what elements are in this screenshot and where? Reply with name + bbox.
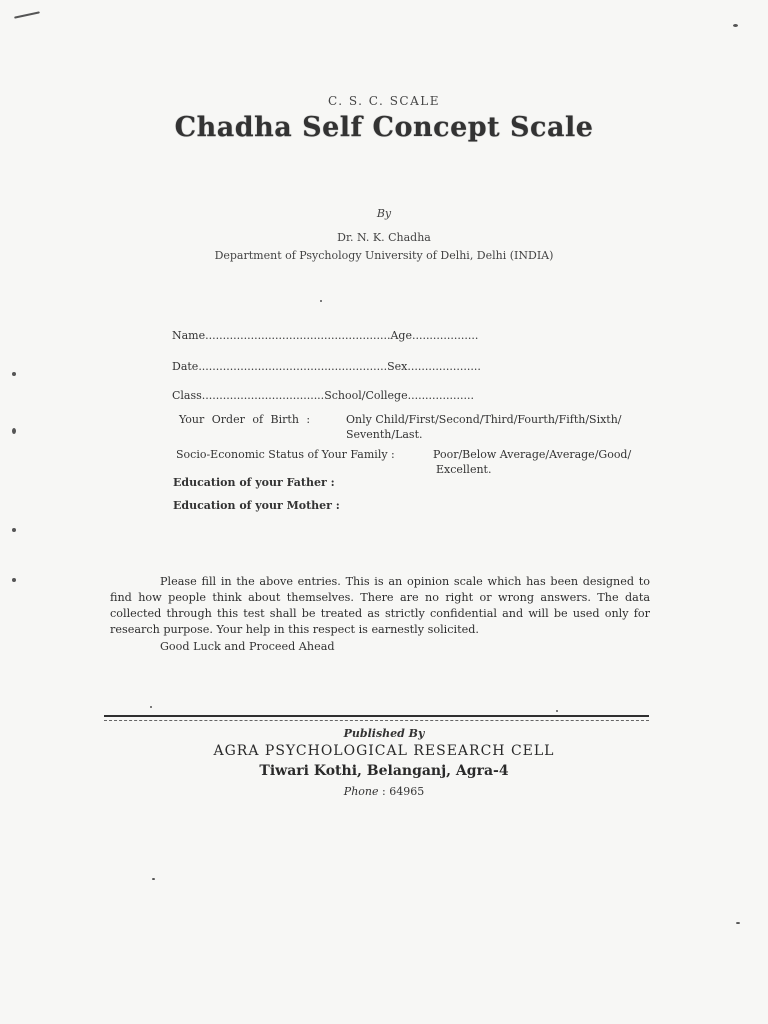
school-field[interactable]: ................... — [407, 389, 475, 402]
scale-code: C. S. C. SCALE — [328, 94, 440, 108]
scan-speck — [152, 878, 155, 880]
age-field[interactable]: ................... — [411, 329, 479, 342]
name-row — [172, 329, 478, 342]
scan-mark — [14, 11, 40, 18]
scan-speck — [320, 300, 322, 302]
ses-options[interactable]: Poor/Below Average/Average/Good/ — [433, 448, 632, 461]
scan-speck — [12, 428, 16, 434]
scan-speck — [12, 528, 16, 532]
phone-label: Phone — [343, 785, 379, 798]
scan-speck — [12, 578, 16, 582]
scan-speck — [733, 24, 738, 27]
class-label: Class — [172, 389, 202, 402]
scan-speck — [12, 372, 16, 376]
sex-field[interactable]: ..................... — [407, 360, 481, 373]
school-label: School/College — [324, 389, 408, 402]
instructions-paragraph: Please fill in the above entries. This is an opinion scale which has been designed to find how people think about themselves. There are no right or wrong answers. The data collected through this test shall be treated as strictly confidential and will be used only for research purpose. Your help in this respect is earnestly solicited. — [110, 575, 650, 636]
name-field[interactable]: ..................................................... — [205, 329, 391, 342]
ses-options-cont[interactable]: Excellent. — [436, 463, 492, 476]
good-luck-text: Good Luck and Proceed Ahead — [160, 640, 335, 653]
scan-speck — [150, 706, 152, 708]
date-label: Date — [172, 360, 199, 373]
ses-label: Socio-Economic Status of Your Family : — [176, 448, 395, 461]
publisher-name: AGRA PSYCHOLOGICAL RESEARCH CELL — [213, 743, 555, 759]
father-education-label: Education of your Father : — [173, 476, 335, 489]
author-name: Dr. N. K. Chadha — [337, 231, 431, 244]
birth-order-options-cont[interactable]: Seventh/Last. — [346, 428, 423, 441]
publisher-phone — [0, 785, 768, 798]
scan-speck — [556, 710, 558, 712]
sex-label: Sex — [387, 360, 408, 373]
publisher-address: Tiwari Kothi, Belanganj, Agra-4 — [259, 763, 509, 779]
published-by-label: Published By — [343, 727, 425, 740]
age-label: Age — [390, 329, 412, 342]
date-field[interactable]: ...................................................... — [198, 360, 388, 373]
scan-speck — [736, 922, 740, 924]
birth-order-options[interactable]: Only Child/First/Second/Third/Fourth/Fifth/Sixth/ — [346, 413, 622, 426]
page-title: Chadha Self Concept Scale — [174, 112, 594, 143]
class-field[interactable]: ................................... — [201, 389, 325, 402]
instructions-block — [110, 574, 650, 638]
by-label: By — [376, 207, 392, 220]
phone-number: : 64965 — [382, 785, 425, 798]
footer-divider — [104, 715, 649, 717]
name-label: Name — [172, 329, 206, 342]
footer-divider-dashed — [104, 720, 649, 721]
class-row — [172, 389, 474, 402]
date-row — [172, 360, 481, 373]
birth-order-label: Your Order of Birth : — [179, 413, 311, 426]
mother-education-label: Education of your Mother : — [173, 499, 340, 512]
department-line: Department of Psychology University of Delhi, Delhi (INDIA) — [214, 249, 554, 262]
